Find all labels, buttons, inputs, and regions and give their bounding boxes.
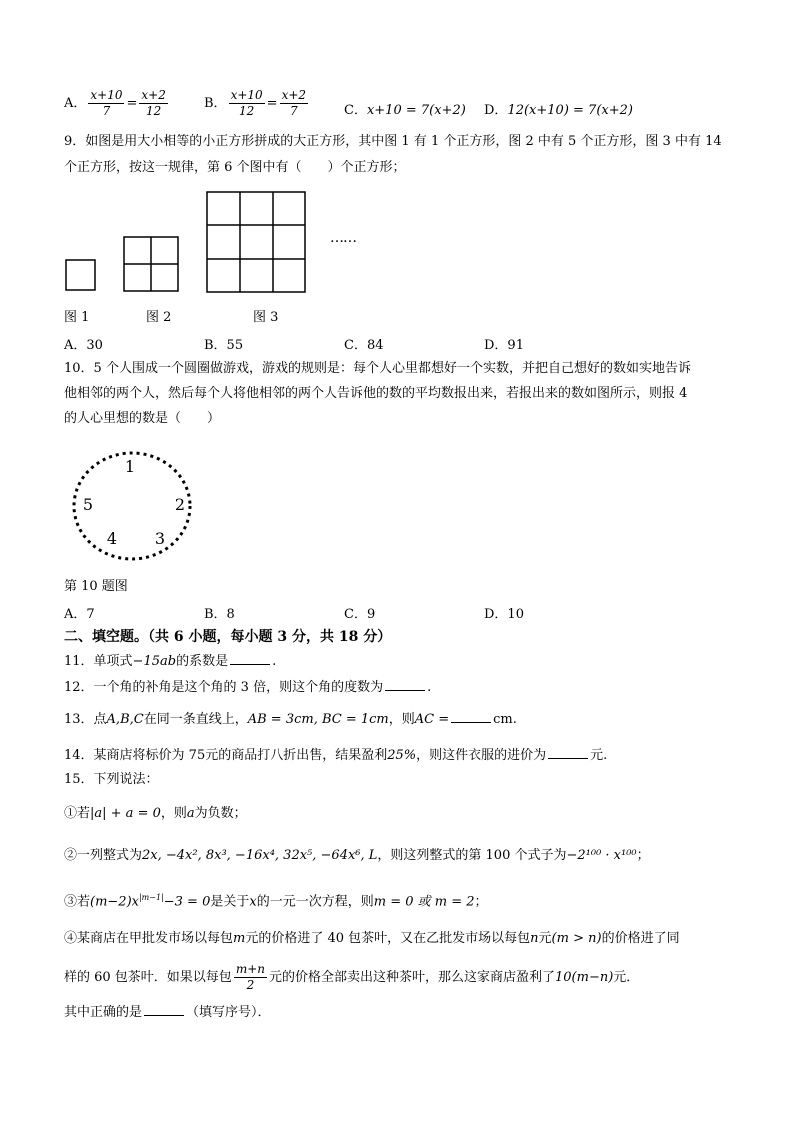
q15-statement-3: ③若$(m-2)x^{|m-1|}-3 = 0$是关于x的一元一次方程，则m = 0 或 m = 2； [64,893,488,910]
q10-number-5: 5 [82,495,94,514]
q15-statement-1: ①若|a| + a = 0，则a为负数； [64,806,247,821]
q10-number-2: 2 [174,495,186,514]
q9-fig3-grid [207,192,305,292]
section2-title: 二、填空题。（共 6 小题，每小题 3 分，共 18 分） [64,629,392,645]
q15-final: 其中正确的是 （填写序号）． [64,1005,271,1020]
q8-option-c: C．x+10 = 7(x+2) [344,103,466,118]
q10-number-1: 1 [124,457,136,476]
q8-option-d: D．12(x+10) = 7(x+2) [484,103,633,118]
q9-fig2-label: 图 2 [146,310,172,325]
q10-stem-line2: 他相邻的两个人，然后每个人将他相邻的两个人告诉他的数的平均数报出来，若报出来的数如图所示，则报 4 [64,386,688,401]
q14-answer-blank[interactable] [548,746,588,759]
q10-stem-line3: 的人心里想的数是（ ） [64,411,221,426]
q12-answer-blank[interactable] [385,678,425,691]
q10-number-4: 4 [106,529,118,548]
q9-fig1-square [66,260,95,290]
q13: 13．点A,B,C在同一条直线上，AB = 3cm, BC = 1cm，则AC = cm. [64,712,517,727]
q11-answer-blank[interactable] [230,652,270,665]
q8-option-a: A． $\frac{x+10}{7}$ = $\frac{x+2}{12}$ [64,88,166,118]
q10-caption: 第 10 题图 [64,579,128,594]
q13-answer-blank[interactable] [451,710,491,723]
q10-circle-figure [70,448,200,568]
q9-option-d: D．91 [484,338,524,353]
q15-answer-blank[interactable] [144,1003,184,1016]
q9-option-a: A．30 [64,338,103,353]
q9-stem-line2: 个正方形，按这一规律，第 6 个图中有（ ）个正方形； [64,160,406,175]
q15-statement-4-line1: ④某商店在甲批发市场以每包m元的价格进了 40 包茶叶，又在乙批发市场以每包n元(m > n)的价格进了同 [64,931,680,946]
q10-stem-line1: 10．5 个人围成一个圆圈做游戏，游戏的规则是：每个人心里都想好一个实数，并把自己想好的数如实地告诉 [64,361,691,376]
q10-option-b: B．8 [204,607,235,622]
q10-number-3: 3 [154,529,166,548]
q9-fig3-label: 图 3 [253,310,279,325]
q11: 11．单项式−15ab的系数是 . [64,654,277,669]
q9-fig2-grid [124,237,178,291]
q9-option-c: C．84 [344,338,384,353]
q12: 12．一个角的补角是这个角的 3 倍，则这个角的度数为 . [64,680,432,695]
q9-figures [60,185,400,310]
q8-option-b: B． $\frac{x+10}{12}$ = $\frac{x+2}{7}$ [204,88,307,118]
q10-option-a: A．7 [64,607,95,622]
q15-statement-4-line2: 样的 60 包茶叶．如果以每包 $\frac{m+n}{2}$ 元的价格全部卖出这种茶叶，那么这家商店盈利了10(m−n)元． [64,962,640,992]
q15-statement-2: ②一列整式为2x, −4x², 8x³, −16x⁴, 32x⁵, −64x⁶, L，则这列整式的第 100 个式子为−2¹⁰⁰ · x¹⁰⁰； [64,848,650,863]
q15-head: 15．下列说法： [64,772,159,787]
q10-option-d: D．10 [484,607,524,622]
q9-stem-line1: 9．如图是用大小相等的小正方形拼成的大正方形，其中图 1 有 1 个正方形，图 2 中有 5 个正方形，图 3 中有 14 [64,134,722,149]
q9-option-b: B．55 [204,338,244,353]
q14: 14．某商店将标价为 75元的商品打八折出售，结果盈利25%，则这件衣服的进价为 元. [64,748,608,763]
q9-fig1-label: 图 1 [64,310,90,325]
q9-ellipsis: …… [330,230,356,246]
q10-option-c: C．9 [344,607,376,622]
